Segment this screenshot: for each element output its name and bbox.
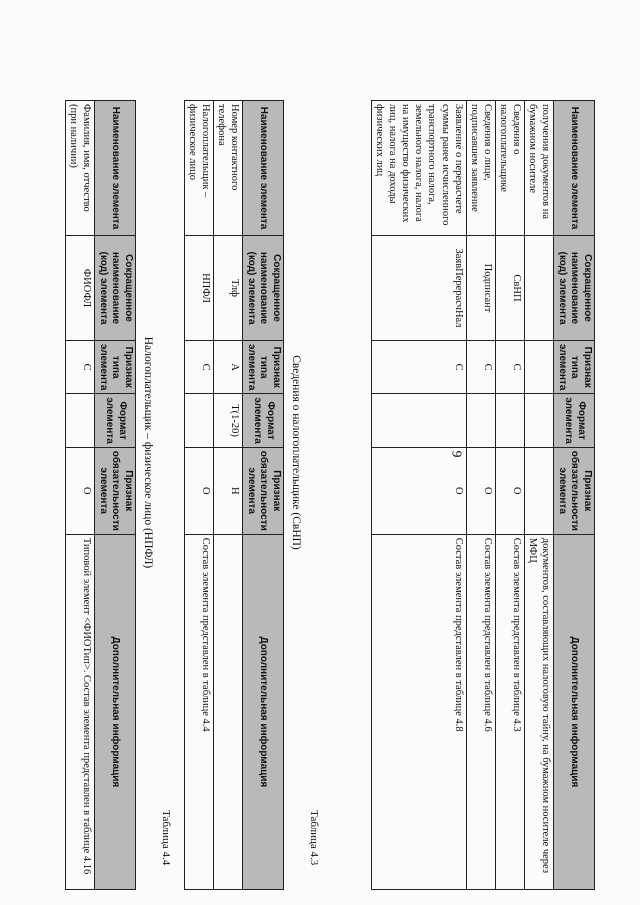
col-header: Признак типа элемента bbox=[554, 341, 595, 394]
cell: документов, составляющих налоговую тайну, на бумажном носителе через МФЦ bbox=[525, 534, 554, 889]
cell: T(1-20) bbox=[214, 394, 243, 447]
cell: Фамилия, имя, отчество (при наличии) bbox=[66, 101, 95, 236]
col-header: Наименование элемента bbox=[554, 101, 595, 236]
cell: О bbox=[185, 447, 214, 534]
cell: С bbox=[185, 341, 214, 394]
cell: Сведения о лице, подписавшем заявление bbox=[466, 101, 495, 236]
table-header-row bbox=[554, 101, 595, 890]
col-header: Признак типа элемента bbox=[243, 341, 284, 394]
col-header: Формат элемента bbox=[243, 394, 284, 447]
col-header: Признак обязательности элемента bbox=[243, 447, 284, 534]
table-row bbox=[214, 101, 243, 890]
cell bbox=[466, 394, 495, 447]
cell: О bbox=[466, 447, 495, 534]
table-header-row bbox=[243, 101, 284, 890]
table-row bbox=[66, 101, 95, 890]
cell: Тлф bbox=[214, 236, 243, 341]
page-number: 9 bbox=[448, 450, 464, 458]
col-header: Дополнительная информация bbox=[554, 534, 595, 889]
table-row bbox=[371, 101, 466, 890]
cell: Сведения о налогоплательщике bbox=[496, 101, 525, 236]
table-row bbox=[525, 101, 554, 890]
table-label: Таблица 4.3 bbox=[308, 810, 320, 866]
cell: ФИОФЛ bbox=[66, 236, 95, 341]
col-header: Наименование элемента bbox=[95, 101, 136, 236]
table-title: Сведения о налогоплательщике (СвНП) bbox=[290, 355, 302, 550]
col-header: Сокращенное наименование (код) элемента bbox=[243, 236, 284, 341]
cell bbox=[525, 394, 554, 447]
cell: О bbox=[66, 447, 95, 534]
col-header: Сокращенное наименование (код) элемента bbox=[554, 236, 595, 341]
cell: Состав элемента представлен в таблице 4.4 bbox=[185, 534, 214, 889]
cell bbox=[371, 394, 466, 447]
col-header: Дополнительная информация bbox=[243, 534, 284, 889]
cell: Состав элемента представлен в таблице 4.6 bbox=[466, 534, 495, 889]
cell: ЗаявПерерасчНал bbox=[371, 236, 466, 341]
table-continuation bbox=[371, 100, 595, 890]
cell: О bbox=[371, 447, 466, 534]
cell: получения документов на бумажном носителе bbox=[525, 101, 554, 236]
table-npfl bbox=[65, 100, 136, 890]
table-svnp bbox=[184, 100, 284, 890]
cell: Н bbox=[214, 447, 243, 534]
table-row bbox=[466, 101, 495, 890]
cell: Типовой элемент <ФИОТип>. Состав элемента представлен в таблице 4.16 bbox=[66, 534, 95, 889]
cell: С bbox=[466, 341, 495, 394]
col-header: Признак обязательности элемента bbox=[554, 447, 595, 534]
table-title: Налогоплательщик – физическое лицо (НПФЛ) bbox=[142, 336, 154, 569]
cell: С bbox=[371, 341, 466, 394]
table-row bbox=[496, 101, 525, 890]
cell: Заявление о перерасчете суммы ранее исчисленного транспортного налога, земельного налога, налога на имущество физических лиц, налога на доходы физических лиц bbox=[371, 101, 466, 236]
cell: С bbox=[496, 341, 525, 394]
cell bbox=[496, 394, 525, 447]
cell: Подписант bbox=[466, 236, 495, 341]
cell bbox=[214, 534, 243, 889]
cell: НПФЛ bbox=[185, 236, 214, 341]
table-label: Таблица 4.4 bbox=[160, 810, 172, 866]
cell: А bbox=[214, 341, 243, 394]
cell: Состав элемента представлен в таблице 4.8 bbox=[371, 534, 466, 889]
cell: Налогоплательщик – физическое лицо bbox=[185, 101, 214, 236]
col-header: Сокращенное наименование (код) элемента bbox=[95, 236, 136, 341]
cell: СвНП bbox=[496, 236, 525, 341]
col-header: Формат элемента bbox=[95, 394, 136, 447]
col-header: Признак типа элемента bbox=[95, 341, 136, 394]
cell bbox=[66, 394, 95, 447]
cell bbox=[525, 341, 554, 394]
cell bbox=[525, 447, 554, 534]
cell bbox=[185, 394, 214, 447]
cell: Состав элемента представлен в таблице 4.3 bbox=[496, 534, 525, 889]
col-header: Наименование элемента bbox=[243, 101, 284, 236]
table-row bbox=[185, 101, 214, 890]
cell bbox=[525, 236, 554, 341]
col-header: Формат элемента bbox=[554, 394, 595, 447]
cell: О bbox=[496, 447, 525, 534]
col-header: Признак обязательности элемента bbox=[95, 447, 136, 534]
cell: Номер контактного телефона bbox=[214, 101, 243, 236]
col-header: Дополнительная информация bbox=[95, 534, 136, 889]
table-header-row bbox=[95, 101, 136, 890]
cell: С bbox=[66, 341, 95, 394]
